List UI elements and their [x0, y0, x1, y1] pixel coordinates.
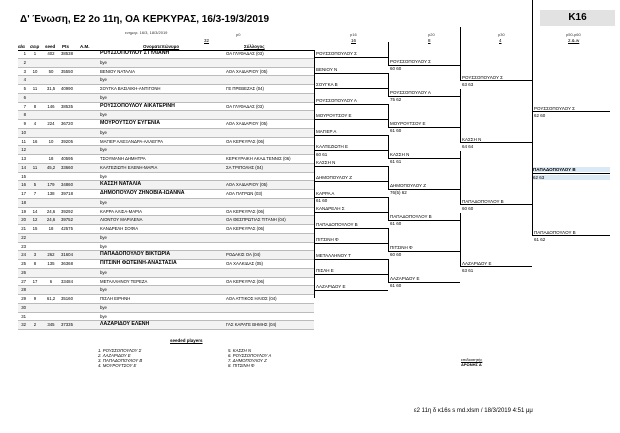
bracket-winner-name: ΚΑΝΔΡΕΛΗ Σ: [316, 206, 345, 212]
cell-club: ΟΑ ΓΛΥΦΑΔΑΣ (03): [226, 103, 264, 109]
seeded-player: 3. ΠΑΠΑΔΟΠΟΥΛΟΥ Β: [98, 358, 143, 363]
bracket-connector: [460, 151, 461, 205]
bracket-line: [314, 73, 388, 74]
bracket-connector: [314, 97, 315, 113]
round-4-header: 4: [499, 38, 502, 43]
cell-pts: 33660: [61, 164, 73, 170]
seeded-player: 6. ΡΟΥΣΣΟΠΟΥΛΟΥ Α: [228, 353, 272, 358]
seeded-player: 7. ΔΗΜΟΠΟΥΛΟΥ Ζ: [228, 358, 267, 363]
cell-name: ΤΣΟΥΜΑΝΗ ΔΗΜΗΤΡΑ: [100, 156, 146, 161]
cell-rank: 402: [47, 51, 55, 56]
cell-rank: 10: [48, 138, 54, 144]
cell-rank: 224: [47, 121, 55, 126]
cell-rank: 61,2: [46, 296, 56, 301]
referee-label: επιδιαιτητής: [461, 357, 483, 362]
cell-pts: 39718: [61, 191, 73, 196]
cell-club: ΓΑΣ ΚΑΡΑΤΕ ΒΗΜΗΣ (04): [226, 322, 277, 328]
cell-seed: 14: [32, 208, 38, 214]
cell-seed: 9: [33, 296, 37, 301]
cell-name: ΜΕΤΑΛΛΗΝΟΥ ΤΕΡΕΖΑ: [100, 278, 148, 284]
table-row: [18, 216, 314, 225]
cell-pos: 25: [21, 261, 26, 266]
cell-name: ΚΑΣΣΗ ΝΑΤΑΛΙΑ: [100, 181, 142, 188]
cell-pts: 33484: [61, 278, 73, 284]
cell-pos: 13: [21, 156, 26, 161]
cell-rank: 45,2: [46, 164, 56, 170]
cell-club: ΚΕΡΚΥΡΑΙΚΗ ΑΚΑΔ ΤΕΝΝΙΣ (06): [226, 156, 291, 161]
cell-club: ΓΕ ΠΡΕΒΕΖΑΣ (04): [226, 86, 264, 91]
table-row: [18, 313, 314, 322]
page-title: Δ' Ένωση, Ε2 2ο 11η, ΟΑ ΚΕΡΚΥΡΑΣ, 16/3-19/3/2019: [20, 14, 270, 25]
table-row: [18, 304, 314, 313]
cell-rank: 6: [49, 278, 53, 284]
bracket-winner-name: ΛΑΖΑΡΙΔΟΥ Ε: [390, 276, 420, 281]
bracket-connector: [314, 128, 315, 144]
bracket-winner-name: ΚΑΣΣΗ Ν: [462, 136, 482, 142]
bracket-line: [314, 259, 388, 260]
update-note: ενημερ. 16/3, 18/3/2019: [125, 30, 168, 35]
bracket-score: 64 64: [462, 143, 474, 149]
cell-club: ΣΑ ΤΡΙΠΟΛΗΣ (04): [226, 164, 263, 170]
table-row: [18, 225, 314, 234]
cell-name: bye: [100, 287, 107, 293]
cell-pos: 9: [23, 121, 26, 126]
bracket-line: [314, 181, 388, 182]
cell-pos: 29: [21, 296, 26, 301]
cell-pts: 39752: [61, 217, 73, 223]
cell-seed: 1: [33, 51, 37, 56]
bracket-winner-name: ΣΟΥΓΚΑ Β: [316, 82, 338, 88]
table-row: [18, 269, 314, 278]
cell-rank: 18: [48, 156, 54, 161]
referee-name: ΑΡΩΝΗΣ Α: [461, 362, 482, 367]
cell-pts: 37335: [61, 322, 73, 328]
seeded-player: 8. ΠΙΤΣΙΝΗ Φ: [228, 363, 255, 368]
bracket-score: 61 60: [390, 221, 402, 227]
cell-name: ΒΕΝΙΟΥ ΝΑΤΑΛΙΑ: [100, 68, 135, 74]
col-p50: p50-p60: [566, 32, 581, 37]
cell-rank: 18: [48, 226, 54, 231]
cell-pos: 20: [21, 217, 26, 223]
header-pos: α/α: [18, 44, 25, 49]
cell-name: ΜΑΓΙΕΡ ΑΛΕΞΑΝΔΡΑ-ΑΛΛΕΓΡΑ: [100, 138, 163, 144]
cell-name: ΡΟΥΣΣΟΠΟΥΛΟΥ ΑΙΚΑΤΕΡΙΝΗ: [100, 102, 175, 109]
bracket-winner-name: ΚΑΛΤΕΖΙΩΤΗ Ε: [316, 144, 349, 150]
seeded-player: 1. ΡΟΥΣΣΟΠΟΥΛΟΥ Σ: [98, 348, 142, 353]
bracket-connector: [532, 0, 533, 112]
cell-name: ΜΟΥΡΟΥΤΣΟΥ ΕΥΓΕΝΙΑ: [100, 120, 160, 126]
table-row: [18, 181, 314, 190]
bracket-winner-name: ΠΑΠΑΔΟΠΟΥΛΟΥ Β: [316, 221, 358, 227]
bracket-connector: [314, 190, 315, 206]
bracket-line: [314, 57, 388, 58]
cell-name: bye: [100, 199, 107, 205]
cell-pts: 38535: [61, 103, 73, 109]
cell-pts: 40595: [61, 156, 73, 161]
bracket-line: [314, 212, 388, 213]
cell-seed: 8: [33, 261, 37, 266]
cell-club: ΑΟΑ ΧΑΙΔΑΡΙΟΥ (05): [226, 182, 268, 188]
cell-club: ΟΑ ΘΕΣΠΡΩΤΙΑΣ ΤΙΤΑΝΗ (04): [226, 217, 286, 223]
bracket-line: [314, 290, 388, 291]
header-club: Σύλλογος: [244, 44, 265, 49]
cell-seed: 11: [32, 164, 38, 170]
bracket-winner-name: ΡΟΥΣΣΟΠΟΥΛΟΥ Σ: [534, 105, 575, 111]
cell-pos: 31: [21, 313, 26, 319]
cell-pos: 16: [21, 182, 26, 188]
cell-pts: 39205: [61, 138, 73, 144]
champion-score: 62 63: [533, 175, 610, 180]
cell-name: bye: [100, 147, 107, 153]
cell-seed: 8: [33, 103, 37, 109]
bracket-connector: [388, 135, 389, 158]
table-row: [18, 278, 314, 287]
table-row: [18, 190, 314, 199]
cell-seed: 17: [32, 278, 38, 284]
cell-seed: 15: [32, 226, 38, 231]
cell-rank: 24,6: [46, 217, 56, 223]
cell-club: ΡΟΔΑΚΙΣ ΟΑ (04): [226, 252, 261, 258]
bracket-score: 61 61: [390, 159, 402, 165]
file-footer: ε2 11η δ κ16s s md.xlsm / 18/3/2019 4:51 μμ: [414, 408, 533, 414]
table-row: [18, 173, 314, 182]
cell-club: ΟΑ ΚΕΡΚΥΡΑΣ (06): [226, 208, 265, 214]
bracket-connector: [314, 159, 315, 175]
table-row: [18, 85, 314, 94]
table-row: [18, 260, 314, 269]
bracket-connector: [388, 42, 389, 65]
table-row: [18, 208, 314, 217]
header-seed: σειρ: [30, 44, 40, 49]
cell-name: bye: [100, 129, 107, 135]
bracket-score: 62 60: [534, 112, 546, 118]
bracket-winner-name: ΠΑΠΑΔΟΠΟΥΛΟΥ Β: [462, 198, 504, 204]
bracket-connector: [314, 205, 315, 221]
cell-name: ΛΙΟΝΤΟΥ ΜΑΡΙΛΕΝΑ: [100, 217, 143, 223]
table-row: [18, 94, 314, 103]
cell-pos: 14: [21, 164, 26, 170]
cell-pts: 40990: [61, 86, 73, 91]
bracket-connector: [314, 283, 315, 299]
bracket-winner-name: ΡΟΥΣΣΟΠΟΥΛΟΥ Σ: [462, 74, 503, 80]
cell-pos: 5: [23, 86, 26, 91]
bracket-connector: [388, 228, 389, 251]
table-row: [18, 234, 314, 243]
seeded-player: 4. ΜΟΥΡΟΥΤΣΟΥ Ε: [98, 363, 137, 368]
cell-pos: 19: [21, 208, 26, 214]
cell-pos: 3: [23, 68, 26, 74]
cell-pts: 42575: [61, 226, 73, 231]
bracket-winner-name: ΠΑΠΑΔΟΠΟΥΛΟΥ Β: [390, 214, 432, 219]
table-row: [18, 120, 314, 129]
bracket-connector: [460, 89, 461, 143]
bracket-connector: [460, 213, 461, 267]
bracket-score: 63 61: [462, 267, 474, 273]
cell-name: ΚΑΡΡΑ ΑΛΙΣΑ-ΜΑΡΙΑ: [100, 208, 142, 214]
cell-name: ΠΑΠΑΔΟΠΟΥΛΟΥ ΒΙΚΤΩΡΙΑ: [100, 251, 171, 258]
bracket-line: [314, 104, 388, 105]
table-row: [18, 199, 314, 208]
cell-name: bye: [100, 94, 107, 100]
bracket-score: 61 62: [534, 236, 546, 242]
bracket-connector: [314, 221, 315, 237]
bracket-winner-name: ΜΕΤΑΛΛΗΝΟΥ Τ: [316, 252, 351, 258]
cell-club: ΑΟΑ ΑΤΤΙΚΟΣ ΗΛΙΟΣ (04): [226, 296, 277, 301]
cell-pos: 10: [21, 129, 26, 135]
cell-pts: 35550: [61, 68, 73, 74]
cell-pos: 21: [21, 226, 26, 231]
seeded-players-title: seeded players: [170, 338, 203, 343]
cell-pos: 27: [21, 278, 26, 284]
table-row: [18, 251, 314, 260]
cell-seed: 10: [32, 68, 38, 74]
bracket-connector: [388, 197, 389, 220]
table-row: [18, 295, 314, 304]
cell-pos: 18: [21, 199, 26, 205]
cell-pos: 28: [21, 287, 26, 293]
bracket-score: 60 61: [316, 151, 328, 157]
cell-club: ΑΟΑ ΧΑΙΔΑΡΙΟΥ (05): [226, 121, 268, 126]
bracket-winner-name: ΚΑΡΡΑ Α: [316, 190, 335, 196]
bracket-connector: [460, 27, 461, 81]
cell-pos: 24: [21, 252, 26, 258]
bracket-score: 76(5) 62: [390, 190, 407, 196]
col-p16: p16: [350, 32, 357, 37]
table-row: [18, 155, 314, 164]
bracket-score: 61 60: [390, 283, 402, 289]
header-am: Α.Μ.: [80, 44, 90, 49]
cell-pos: 15: [21, 173, 26, 179]
bracket-winner-name: ΚΑΣΣΗ Ν: [316, 159, 336, 165]
cell-pos: 23: [21, 243, 26, 249]
cell-name: ΔΗΜΟΠΟΥΛΟΥ ΖΗΝΟΒΙΑ-ΙΩΑΝΝΑ: [100, 190, 185, 196]
bracket-winner-name: ΜΟΥΡΟΥΤΣΟΥ Ε: [390, 121, 426, 126]
header-name: Ονοματεπώνυμο: [143, 44, 180, 49]
table-row: [18, 129, 314, 138]
bracket-connector: [314, 267, 315, 283]
bracket-winner-name: ΔΗΜΟΠΟΥΛΟΥ Ζ: [316, 175, 352, 181]
bracket-line: [314, 119, 388, 120]
bracket-line: [314, 135, 388, 136]
seeded-player: 2. ΛΑΖΑΡΙΔΟΥ Ε: [98, 353, 131, 358]
bracket-line: [314, 166, 388, 167]
bracket-connector: [388, 259, 389, 282]
draw-table: [18, 50, 314, 330]
bracket-winner-name: ΚΑΣΣΗ Ν: [390, 152, 410, 157]
bracket-winner-name: ΒΕΝΙΟΥ Ν: [316, 66, 338, 72]
bracket-score: 63 63: [462, 81, 474, 87]
bracket-connector: [314, 236, 315, 252]
cell-club: ΟΑ ΧΑΛΚΙΔΑΣ (05): [226, 261, 263, 266]
cell-club: ΟΑ ΓΛΥΦΑΔΑΣ (03): [226, 51, 264, 56]
bracket-winner-name: ΜΑΓΙΕΡ Α: [316, 128, 337, 134]
cell-seed: 12: [32, 217, 38, 223]
round-8-header: 8: [428, 38, 431, 43]
bracket-score: 60 60: [462, 205, 474, 211]
cell-seed: 16: [32, 138, 38, 144]
cell-pts: 39292: [61, 208, 73, 214]
cell-seed: 2: [33, 322, 37, 328]
cell-pos: 26: [21, 269, 26, 275]
bracket-connector: [314, 66, 315, 82]
cell-pos: 2: [23, 59, 26, 65]
table-row: [18, 321, 314, 330]
cell-name: ΣΟΥΓΚΑ ΒΑΣΙΛΙΚΗ-ΑΝΤΙΓΟΝΗ: [100, 86, 161, 91]
table-row: [18, 50, 314, 59]
cell-club: ΟΑ ΚΕΡΚΥΡΑΣ (06): [226, 278, 265, 284]
cell-pts: 31604: [61, 252, 73, 258]
champion-name: ΠΑΠΑΔΟΠΟΥΛΟΥ Β: [533, 167, 610, 172]
cell-pos: 6: [23, 94, 26, 100]
cell-seed: 5: [33, 182, 37, 188]
col-p0: p0: [236, 32, 241, 37]
bracket-connector: [388, 166, 389, 189]
bracket-score: 60 60: [390, 66, 402, 72]
cell-name: ΠΙΤΣΙΝΗ ΦΩΤΕΙΝΗ-ΑΝΑΣΤΑΣΙΑ: [100, 260, 177, 266]
round-16-header: 16: [351, 38, 357, 43]
cell-rank: 262: [47, 252, 55, 258]
cell-rank: 24,6: [46, 208, 56, 214]
bracket-connector: [314, 143, 315, 159]
table-row: [18, 146, 314, 155]
bracket-winner-name: ΠΙΣΛΗ Ε: [316, 268, 334, 274]
bracket-score: 75 62: [390, 97, 402, 103]
bracket-winner-name: ΡΟΥΣΣΟΠΟΥΛΟΥ Α: [316, 97, 357, 103]
cell-rank: 146: [47, 103, 55, 109]
table-row: [18, 164, 314, 173]
cell-seed: 7: [33, 191, 37, 196]
cell-seed: 3: [33, 252, 37, 258]
cell-club: ΑΟΑ ΠΑΤΡΩΝ (03): [226, 191, 263, 196]
cell-name: ΡΟΥΣΣΟΠΟΥΛΟΥ ΣΤΥΛΙΑΝΗ: [100, 50, 170, 56]
cell-pos: 11: [21, 138, 26, 144]
bracket-score: 61 60: [316, 198, 328, 204]
table-row: [18, 103, 314, 112]
cell-rank: 31,5: [46, 86, 56, 91]
cell-name: bye: [100, 77, 107, 83]
table-row: [18, 68, 314, 77]
cell-seed: 4: [33, 121, 37, 126]
cell-name: bye: [100, 243, 107, 249]
table-row: [18, 76, 314, 85]
cell-rank: 135: [47, 261, 55, 266]
bracket-line: [314, 274, 388, 275]
cell-club: ΟΑ ΚΕΡΚΥΡΑΣ (06): [226, 226, 265, 231]
table-row: [18, 111, 314, 120]
table-row: [18, 243, 314, 252]
cell-name: bye: [100, 304, 107, 310]
bracket-line: [314, 88, 388, 89]
col-p30: p30: [498, 32, 505, 37]
table-row: [18, 59, 314, 68]
bracket-connector: [388, 73, 389, 96]
cell-pos: 30: [21, 304, 26, 310]
col-p20: p20: [428, 32, 435, 37]
seeded-player: 5. ΚΑΣΣΗ Ν: [228, 348, 252, 353]
cell-pos: 4: [23, 77, 26, 83]
bracket-winner-name: ΔΗΜΟΠΟΥΛΟΥ Ζ: [390, 183, 426, 188]
cell-name: ΚΑΝΔΡΕΛΗ ΣΟΦΙΑ: [100, 226, 139, 231]
cell-pos: 8: [23, 112, 26, 118]
round-2-header: 2.&.w: [568, 38, 580, 43]
cell-name: bye: [100, 173, 107, 179]
referee: [461, 357, 482, 367]
cell-name: bye: [100, 59, 107, 65]
bracket-connector: [314, 174, 315, 190]
header-pts: Pts: [62, 44, 70, 49]
header-rank: seed: [45, 44, 56, 49]
bracket-winner-name: ΠΙΤΣΙΝΗ Φ: [390, 245, 413, 250]
bracket-connector: [314, 252, 315, 268]
cell-seed: 11: [32, 86, 38, 91]
cell-rank: 138: [47, 191, 55, 196]
cell-name: ΚΑΛΤΕΖΙΩΤΗ ΕΛΕΝΗ-ΜΑΡΙΑ: [100, 164, 158, 170]
cell-pts: 35160: [61, 296, 73, 301]
bracket-winner-name: ΡΟΥΣΣΟΠΟΥΛΟΥ Σ: [390, 59, 431, 64]
bracket-connector: [388, 104, 389, 127]
bracket-line: [314, 228, 388, 229]
category-badge: K16: [540, 10, 615, 26]
seeded-list-col-2: [228, 348, 271, 368]
table-row: [18, 138, 314, 147]
cell-pos: 32: [21, 322, 26, 328]
bracket-winner-name: ΡΟΥΣΣΟΠΟΥΛΟΥ Σ: [316, 51, 357, 57]
bracket-connector: [314, 81, 315, 97]
seeded-list-col-1: [98, 348, 142, 368]
cell-club: ΑΟΑ ΧΑΙΔΑΡΙΟΥ (05): [226, 68, 268, 74]
bracket-winner-name: ΜΟΥΡΟΥΤΣΟΥ Ε: [316, 113, 352, 119]
cell-name: bye: [100, 112, 107, 118]
bracket-winner-name: ΛΑΖΑΡΙΔΟΥ Ε: [316, 283, 346, 289]
cell-pts: 38538: [61, 51, 73, 56]
bracket-connector: [314, 112, 315, 128]
cell-club: ΟΑ ΚΕΡΚΥΡΑΣ (06): [226, 138, 265, 144]
bracket-score: 60 60: [390, 252, 402, 258]
bracket-winner-name: ΛΑΖΑΡΙΔΟΥ Ε: [462, 260, 492, 266]
cell-pts: 34860: [61, 182, 73, 188]
cell-pos: 1: [23, 51, 26, 56]
cell-name: bye: [100, 269, 107, 275]
draw-size: 32: [204, 38, 210, 43]
bracket-line: [314, 243, 388, 244]
bracket-winner-name: ΠΑΠΑΔΟΠΟΥΛΟΥ Β: [534, 229, 576, 235]
bracket-winner-name: ΠΙΤΣΙΝΗ Φ: [316, 237, 339, 243]
bracket-score: 61 60: [390, 128, 402, 134]
cell-rank: 345: [47, 322, 55, 328]
cell-name: ΠΙΣΛΗ ΕΙΡΗΝΗ: [100, 296, 131, 301]
cell-name: bye: [100, 313, 107, 319]
cell-pts: 36720: [61, 121, 73, 126]
cell-pos: 7: [23, 103, 26, 109]
cell-pos: 22: [21, 234, 26, 240]
bracket-winner-name: ΡΟΥΣΣΟΠΟΥΛΟΥ Α: [390, 90, 431, 95]
cell-name: bye: [100, 234, 107, 240]
cell-pts: 36368: [61, 261, 73, 266]
cell-name: ΛΑΖΑΡΙΔΟΥ ΕΛΕΝΗ: [100, 321, 150, 328]
bracket-connector: [314, 50, 315, 66]
table-row: [18, 286, 314, 295]
cell-rank: 179: [47, 182, 55, 188]
cell-rank: 50: [48, 68, 54, 74]
cell-pos: 12: [21, 147, 26, 153]
cell-pos: 17: [21, 191, 26, 196]
